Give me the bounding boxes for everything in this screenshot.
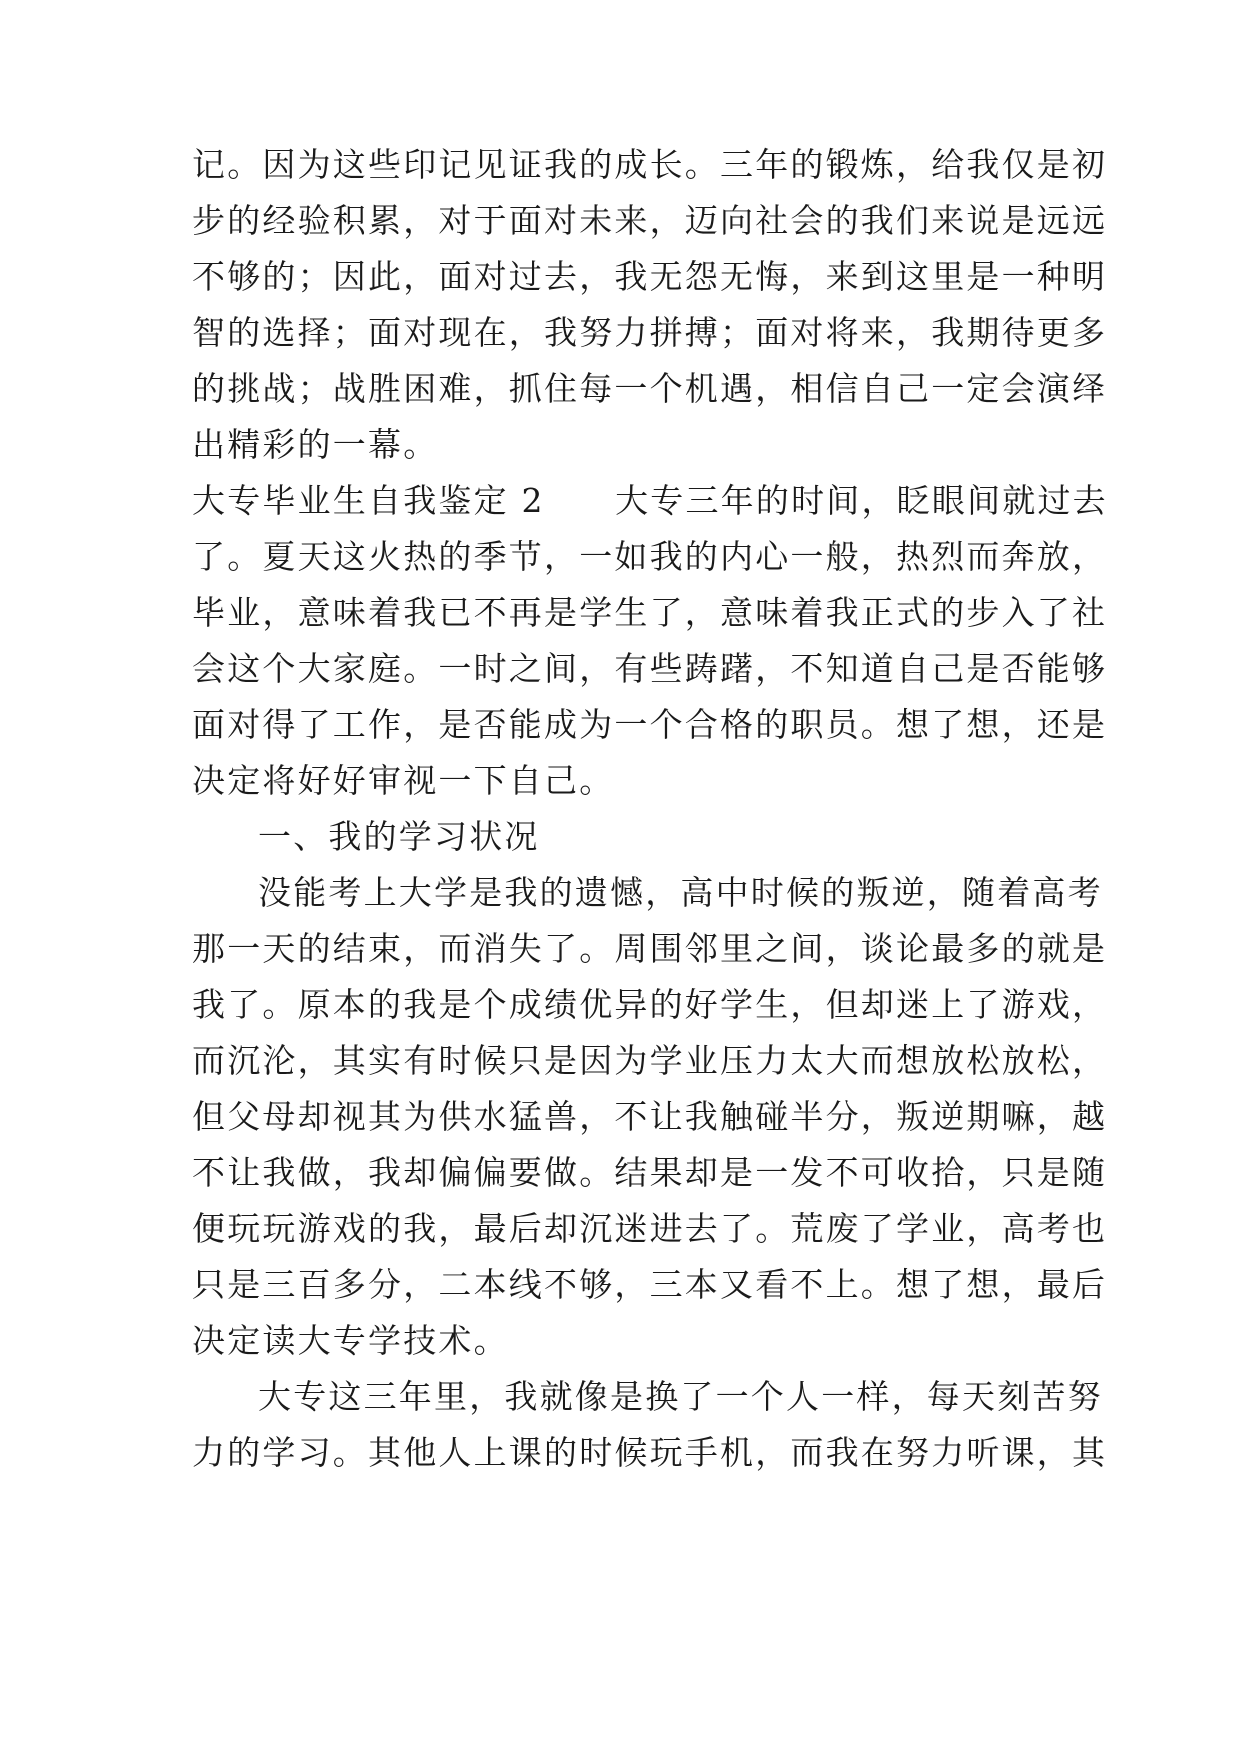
text-line: 步的经验积累，对于面对未来，迈向社会的我们来说是远远 [192, 201, 1108, 240]
subsection-heading: 一、我的学习状况 [258, 817, 540, 856]
text-line: 只是三百多分，二本线不够，三本又看不上。想了想，最后 [192, 1265, 1108, 1304]
text-line: 决定读大专学技术。 [192, 1321, 509, 1360]
text-line: 不够的；因此，面对过去，我无怨无悔，来到这里是一种明 [192, 257, 1108, 296]
text-line: 面对得了工作，是否能成为一个合格的职员。想了想，还是 [192, 705, 1108, 744]
text-line: 的挑战；战胜困难，抓住每一个机遇，相信自己一定会演绎 [192, 369, 1108, 408]
text-line: 便玩玩游戏的我，最后却沉迷进去了。荒废了学业，高考也 [192, 1209, 1108, 1248]
text-line: 决定将好好审视一下自己。 [192, 761, 615, 800]
text-line: 会这个大家庭。一时之间，有些踌躇，不知道自己是否能够 [192, 649, 1108, 688]
text-line: 而沉沦，其实有时候只是因为学业压力太大而想放松放松， [192, 1041, 1108, 1080]
text-line: 出精彩的一幕。 [192, 425, 439, 464]
text-line: 力的学习。其他人上课的时候玩手机，而我在努力听课，其 [192, 1433, 1108, 1472]
text-line: 那一天的结束，而消失了。周围邻里之间，谈论最多的就是 [192, 929, 1108, 968]
text-line: 记。因为这些印记见证我的成长。三年的锻炼，给我仅是初 [192, 145, 1108, 184]
text-line: 但父母却视其为供水猛兽，不让我触碰半分，叛逆期嘛，越 [192, 1097, 1108, 1136]
text-line: 毕业，意味着我已不再是学生了，意味着我正式的步入了社 [192, 593, 1108, 632]
text-line: 没能考上大学是我的遗憾，高中时候的叛逆，随着高考 [258, 873, 1103, 912]
text-line: 我了。原本的我是个成绩优异的好学生，但却迷上了游戏， [192, 985, 1108, 1024]
text-line: 大专这三年里，我就像是换了一个人一样，每天刻苦努 [258, 1377, 1103, 1416]
text-line: 智的选择；面对现在，我努力拼搏；面对将来，我期待更多 [192, 313, 1108, 352]
section-heading: 大专毕业生自我鉴定 2 大专三年的时间，眨眼间就过去 [192, 481, 1108, 520]
text-line: 了。夏天这火热的季节，一如我的内心一般，热烈而奔放， [192, 537, 1108, 576]
text-line: 不让我做，我却偏偏要做。结果却是一发不可收拾，只是随 [192, 1153, 1108, 1192]
